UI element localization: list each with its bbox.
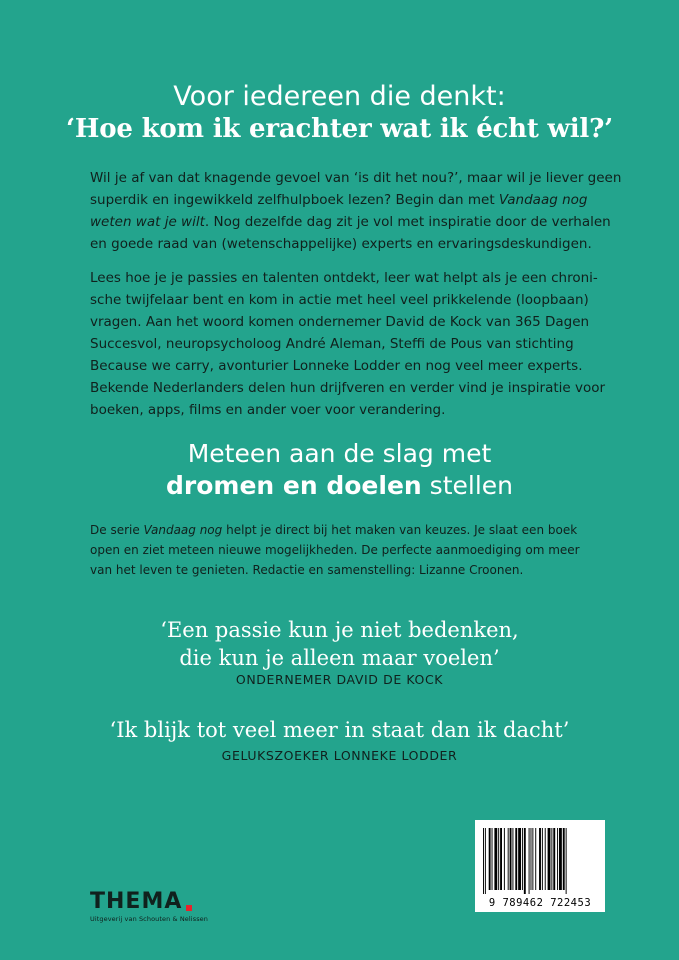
heading-line-2: ‘Hoe kom ik erachter wat ik écht wil?’ <box>66 114 613 144</box>
barcode <box>475 820 605 912</box>
barcode-bar <box>529 828 530 894</box>
barcode-bar <box>483 828 484 894</box>
barcode-bar <box>498 828 499 890</box>
intro-paragraph <box>90 167 622 255</box>
quote-1-line-1: ‘Een passie kun je niet bedenken, <box>160 618 519 642</box>
body-line: boeken, apps, films en ander voer voor verandering. <box>90 402 446 418</box>
subheading-bold: dromen en doelen <box>166 471 422 500</box>
barcode-bar <box>531 828 532 890</box>
body-line: Because we carry, avonturier Lonneke Lodder en nog veel meer experts. <box>90 358 583 374</box>
body-paragraph <box>90 267 610 421</box>
publisher-tagline: Uitgeverij van Schouten & Nelissen <box>90 915 208 923</box>
quote-2-attribution: GELUKSZOEKER LONNEKE LODDER <box>221 748 458 763</box>
barcode-bar <box>508 828 509 890</box>
series-line-1-post: helpt je direct bij het maken van keuzes. Je slaat een boek <box>222 523 578 537</box>
publisher-logo-text: THEMA <box>90 889 183 914</box>
barcode-bar <box>500 828 502 890</box>
barcode-bar <box>548 828 551 890</box>
intro-line-3-italic: weten wat je wilt <box>90 214 205 230</box>
barcode-bar <box>485 828 486 894</box>
barcode-bar <box>510 828 512 890</box>
body-line: Succesvol, neuropsycholoog André Aleman, Steffi de Pous van stichting <box>90 336 574 352</box>
barcode-bar <box>504 828 505 890</box>
intro-line-2-text: superdik en ingewikkeld zelfhulpboek lezen? Begin dan met <box>90 192 499 208</box>
barcode-bar <box>494 828 497 890</box>
barcode-bar <box>563 828 565 890</box>
subheading-rest: stellen <box>421 471 513 500</box>
barcode-bar <box>532 828 533 890</box>
intro-line-1: Wil je af van dat knagende gevoel van ‘is dit het nou?’, maar wil je liever geen <box>90 170 622 186</box>
intro-line-4: en goede raad van (wetenschappelijke) experts en ervaringsdeskundigen. <box>90 236 592 252</box>
barcode-bar <box>515 828 517 890</box>
heading-line-1: Voor iedereen die denkt: <box>173 81 506 112</box>
series-paragraph <box>90 520 610 580</box>
logo-red-square-icon <box>186 905 192 911</box>
intro-line-3-text: . Nog dezelfde dag zit je vol met inspiratie door de verhalen <box>204 214 611 230</box>
subheading-line-1: Meteen aan de slag met <box>187 439 492 468</box>
barcode-bar <box>545 828 546 890</box>
body-line: vragen. Aan het woord komen ondernemer David de Kock van 365 Dagen <box>90 314 590 330</box>
barcode-bar <box>551 828 552 890</box>
barcode-bar <box>512 828 513 890</box>
series-line-1-pre: De serie <box>90 523 144 537</box>
series-line-1 <box>90 520 610 540</box>
quote-1-line-2: die kun je alleen maar voelen’ <box>179 646 500 670</box>
barcode-bar <box>553 828 555 890</box>
body-line: Lees hoe je je passies en talenten ontdekt, leer wat helpt als je een chroni- <box>90 270 598 286</box>
series-title-italic: Vandaag nog <box>143 523 223 537</box>
barcode-bar <box>559 828 562 890</box>
body-line: Bekende Nederlanders delen hun drijfveren en verder vind je inspiratie voor <box>90 380 606 396</box>
body-line: sche twijfelaar bent en kom in actie met heel veel prikkelende (loopbaan) <box>90 292 589 308</box>
barcode-bar <box>524 828 526 894</box>
barcode-bars-icon <box>483 828 597 894</box>
barcode-bar <box>492 828 493 890</box>
intro-line-3 <box>90 211 610 233</box>
barcode-bar <box>518 828 521 890</box>
barcode-bar <box>542 828 543 890</box>
barcode-bar <box>489 828 491 890</box>
barcode-bar <box>566 828 567 894</box>
quote-1 <box>0 616 679 672</box>
series-line-3: van het leven te genieten. Redactie en samenstelling: Lizanne Croonen. <box>90 563 524 577</box>
intro-line-2-italic: Vandaag nog <box>498 192 588 208</box>
publisher-logo <box>90 889 208 930</box>
quote-1-attribution: ONDERNEMER DAVID DE KOCK <box>235 672 444 687</box>
subheading-line-2 <box>0 470 679 502</box>
barcode-bar <box>522 828 523 890</box>
quote-2-line-1: ‘Ik blijk tot veel meer in staat dan ik dacht’ <box>109 718 570 742</box>
barcode-bar <box>535 828 536 890</box>
quote-2 <box>0 716 679 744</box>
series-line-2: open en ziet meteen nieuwe mogelijkheden. De perfecte aanmoediging om meer <box>90 543 580 557</box>
barcode-bar <box>539 828 541 890</box>
isbn-number: 9 789462 722453 <box>488 897 592 909</box>
intro-line-2 <box>90 189 610 211</box>
barcode-bar <box>557 828 558 890</box>
